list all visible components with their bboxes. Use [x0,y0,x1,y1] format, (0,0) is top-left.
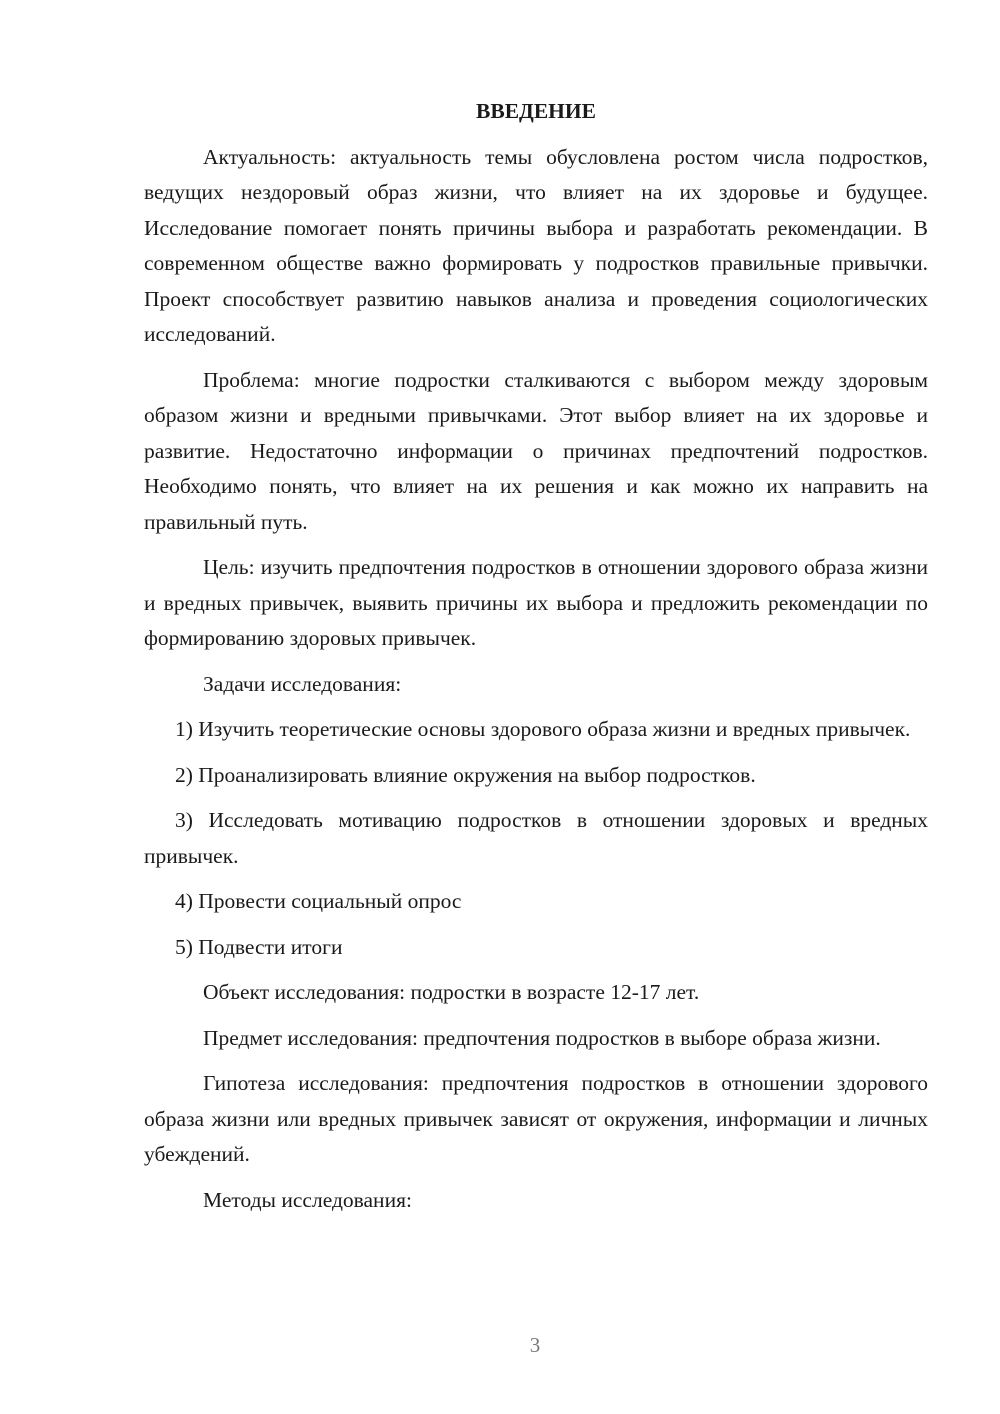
page-title: ВВЕДЕНИЕ [476,99,596,123]
paragraph-object: Объект исследования: подростки в возрасте 12-17 лет. [203,980,700,1004]
page-number: 3 [529,1333,541,1357]
task-item: 2) Проанализировать влияние окружения на выбор подростков. [175,762,756,787]
tasks-heading: Задачи исследования: [203,671,402,696]
paragraph-subject: Предмет исследования: предпочтения подростков в выборе образа жизни. [203,1025,881,1050]
paragraph-relevance: Актуальность: актуальность темы обусловлена ростом числа подростков, ведущих нездоровый образ жизни, что влияет на их здоровье и будущее. Исследование помогает понять причины выбора и разработать рекомендации. В современном обществе важно формировать у подростков правильные привычки. Проект способствует развитию навыков анализа и проведения социологических исследований. [144,144,928,346]
page-content [144,94,928,1228]
paragraph-problem: Проблема: многие подростки сталкиваются с выбором между здоровым образом жизни и вредными привычками. Этот выбор влияет на их здоровье и развитие. Недостаточно информации о причинах предпочтений подростков. Необходимо понять, что влияет на их решения и как можно их направить на правильный путь. [144,367,928,534]
methods-heading: Методы исследования: [203,1187,412,1212]
paragraph-goal: Цель: изучить предпочтения подростков в отношении здорового образа жизни и вредных привычек, выявить причины их выбора и предложить рекомендации по формированию здоровых привычек. [144,555,928,650]
task-item: 4) Провести социальный опрос [175,889,462,913]
paragraph-hypothesis: Гипотеза исследования: предпочтения подростков в отношении здорового образа жизни или вредных привычек зависят от окружения, информации и личных убеждений. [144,1071,928,1166]
task-item: 1) Изучить теоретические основы здорового образа жизни и вредных привычек. [175,717,911,741]
task-item: 5) Подвести итоги [175,934,343,959]
task-item: 3) Исследовать мотивацию подростков в отношении здоровых и вредных привычек. [144,808,928,868]
